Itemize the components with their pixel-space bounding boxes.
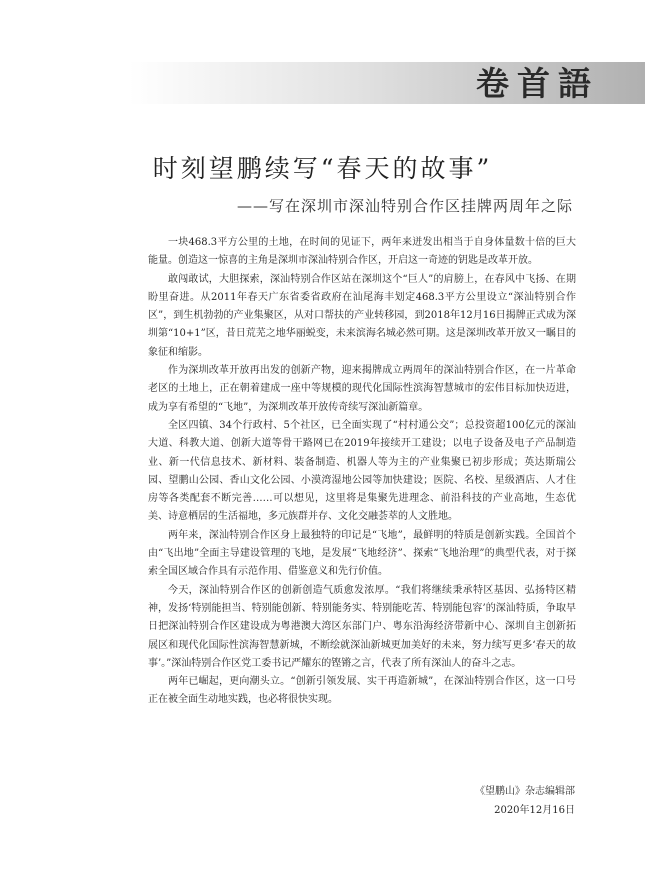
- paragraph-6: 今天，深汕特别合作区的创新创造气质愈发浓厚。“我们将继续秉承特区基因、弘扬特区精神，发扬‘特别能担当、特别能创新、特别能务实、特别能吃苦、特别能包容’的深汕特质，争取早日把深汕特别合作区建设成为粤港澳大湾区东部门户、粤东沿海经济带新中心、深圳自主创新拓展区和现代化国际性滨海智慧新城，不断绘就深汕新城更加美好的未来，努力续写更多‘春天的故事’。”深汕特别合作区党工委书记严耀东的铿锵之言，代表了所有深汕人的奋斗之志。: [148, 584, 576, 669]
- signature: [475, 782, 575, 820]
- signature-org: 《望鹏山》杂志编辑部: [475, 786, 575, 797]
- signature-date: 2020年12月16日: [494, 805, 575, 816]
- paragraph-2: 敢闯敢试，大胆探索，深汕特别合作区站在深圳这个“巨人”的肩膀上，在春风中飞扬、在期盼里奋进。从2011年春天广东省委省政府在汕尾海丰划定468.3平方公里设立“深汕特别合作区”，到生机勃勃的产业集聚区，从对口帮扶的产业转移园，到2018年12月16日揭牌正式成为深圳第“10+1”区，昔日荒芜之地华丽蜕变，未来滨海名城必然可期。这是深圳改革开放又一瞩目的象征和缩影。: [148, 273, 576, 358]
- paragraph-5: 两年来，深汕特别合作区身上最独特的印记是“飞地”，最鲜明的特质是创新实践。全国首个由“飞出地”全面主导建设管理的飞地，是发展“飞地经济”、探索“飞地治理”的典型代表，对于探索全国区域合作具有示范作用、借鉴意义和先行价值。: [148, 529, 576, 578]
- section-title: 卷首語: [476, 64, 599, 103]
- article-title: 时刻望鹏续写“春天的故事”: [152, 154, 493, 183]
- paragraph-3: 作为深圳改革开放再出发的创新产物，迎来揭牌成立两周年的深汕特别合作区，在一片革命老区的土地上，正在朝着建成一座中等规模的现代化国际性滨海智慧城市的宏伟目标加快迈进，成为享有希望的“飞地”，为深圳改革开放传奇续写深汕新篇章。: [148, 365, 576, 413]
- paragraph-1: 一块468.3平方公里的土地，在时间的见证下，两年来迸发出相当于自身体量数十倍的巨大能量。创造这一惊喜的主角是深圳市深汕特别合作区，开启这一奇迹的钥匙是改革开放。: [148, 237, 576, 267]
- paragraph-7: 两年已崛起，更向潮头立。“创新引领发展、实干再造新城”，在深汕特别合作区，这一口号正在被全面生动地实践，也必将很快实现。: [148, 676, 576, 706]
- article-subtitle: ——写在深圳市深汕特别合作区挂牌两周年之际: [236, 197, 573, 215]
- paragraph-4: 全区四镇、34个行政村、5个社区，已全面实现了“村村通公交”；总投资超100亿元的深汕大道、科教大道、创新大道等骨干路网已在2019年接续开工建设；以电子设备及电子产品制造业、新一代信息技术、新材料、装备制造、机器人等为主的产业集聚已初步形成；英达斯瑞公园、望鹏山公园、香山文化公园、小漠湾湿地公园等加快建设；医院、名校、星级酒店、人才住房等各类配套不断完善……可以想见，这里将是集聚先进理念、前沿科技的产业高地，生态优美、诗意栖居的生活福地，多元族群并存、文化交融荟萃的人文胜地。: [148, 419, 576, 523]
- article-body: [148, 234, 576, 710]
